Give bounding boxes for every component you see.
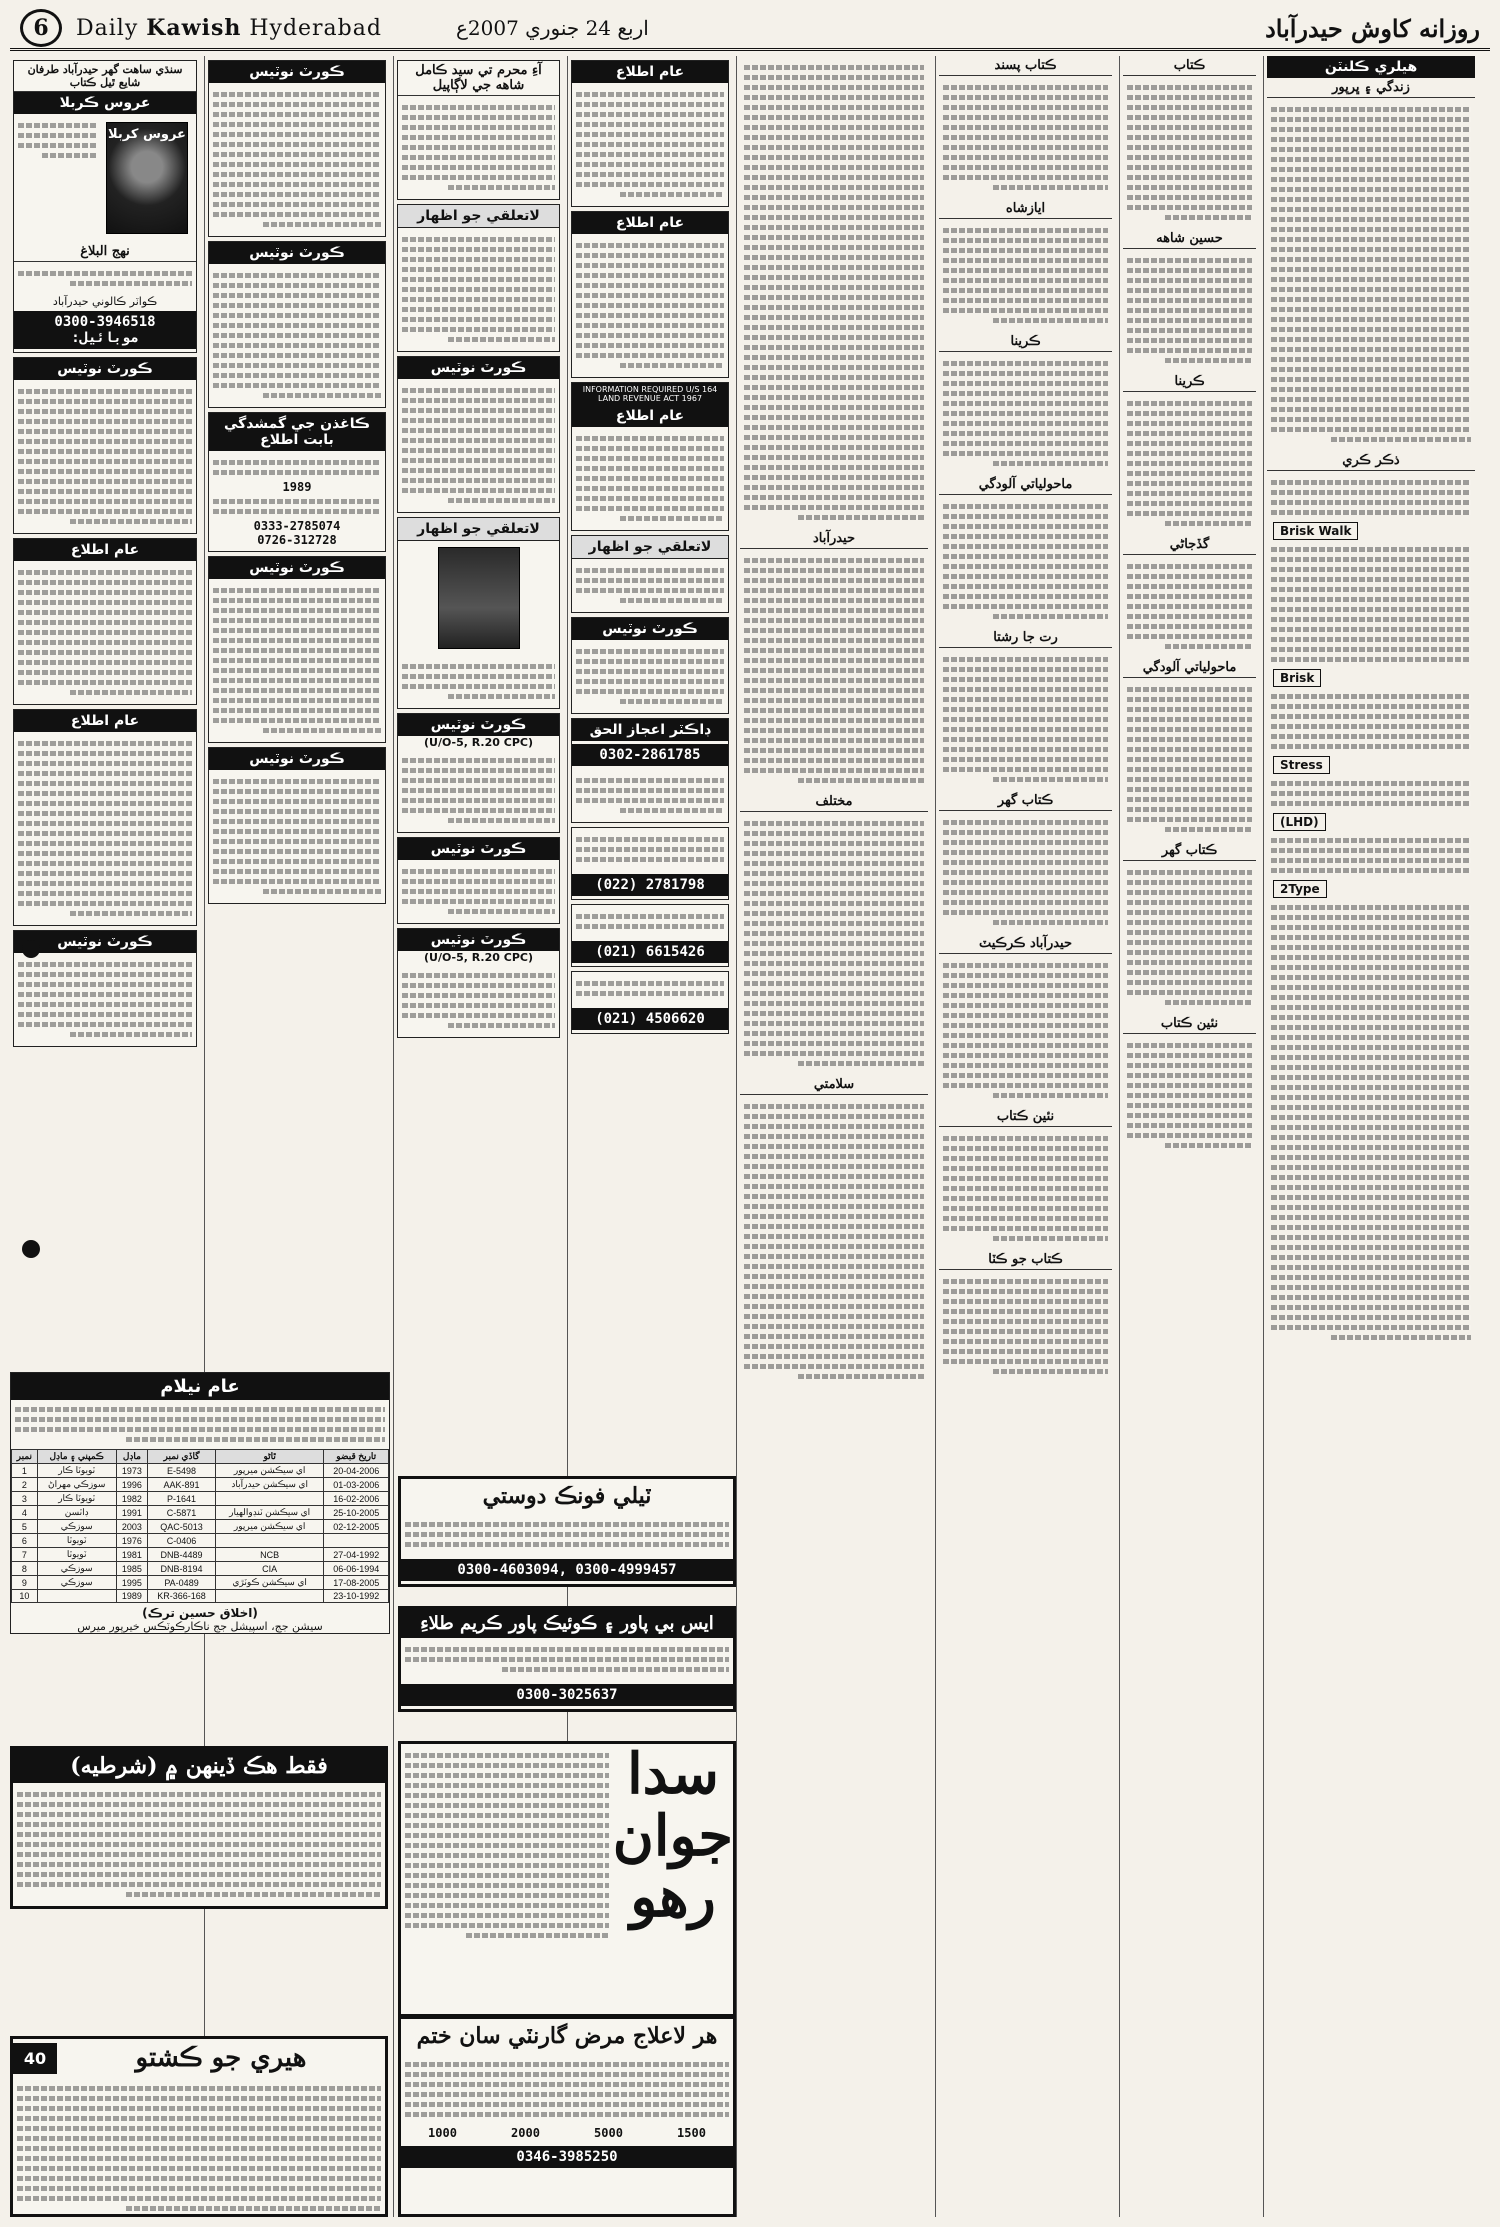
auction-cell: DNB-8194 (148, 1562, 216, 1576)
auction-cell: اي سيڪشن ميرپور (215, 1464, 324, 1478)
clinic-phone-1: (022) 2781798 (572, 874, 728, 896)
auction-row (12, 1464, 389, 1478)
clinic-ad-1-body (572, 828, 728, 871)
public-notice-c4b-title: عام اطلاع (572, 212, 728, 234)
court-notice-c3c (397, 837, 560, 924)
auction-cell: 1982 (116, 1492, 148, 1506)
clinic-ad-3 (571, 971, 729, 1034)
auction-cell: اي سيڪشن ٽنڊوالهيار (215, 1506, 324, 1520)
col6-section-9: ڪتاب جو ڪٽا (939, 1250, 1112, 1270)
col6-article-5 (939, 648, 1112, 791)
disclaimer-c3a-body (398, 228, 559, 351)
book-ad-address: ڪواٽر ڪالوني حيدرآباد (52, 295, 158, 308)
lhd-term: (LHD) (1273, 813, 1326, 831)
auction-cell: سوزڪي (37, 1576, 116, 1590)
kushta-ad-body (13, 2077, 385, 2220)
lost-documents-body (209, 451, 385, 551)
notice-c3a (397, 60, 560, 200)
public-notice-c1b-title: عام اطلاع (14, 710, 196, 732)
col6-article-4 (939, 495, 1112, 628)
issue-date: اربع 24 جنوري 2007ع (455, 16, 649, 40)
col8-section-3: زندگي ۽ ڀرپور (1267, 78, 1475, 98)
auction-row (12, 1548, 389, 1562)
type2-term: 2Type (1273, 880, 1327, 898)
col5-article-2 (740, 549, 928, 792)
paper-name-prefix: Daily (76, 16, 139, 41)
auction-cell: 23-10-1992 (324, 1590, 389, 1603)
public-notice-c1a (13, 538, 197, 705)
stress-term: Stress (1273, 756, 1330, 774)
guarantee-price-4: 1500 (677, 2126, 706, 2140)
auction-cell: C-0406 (148, 1534, 216, 1548)
col7-article-5 (1123, 678, 1256, 841)
auction-row (12, 1506, 389, 1520)
col7-section-5: ماحولياتي آلودگي (1123, 658, 1256, 678)
col5-article-1 (740, 56, 928, 529)
book-ad-body (14, 114, 196, 242)
col7-section-3: ڪرينا (1123, 372, 1256, 392)
auction-cell: اي سيڪشن ميرپور (215, 1520, 324, 1534)
col6-section-7: حيدرآباد ڪرڪيٽ (939, 934, 1112, 954)
auction-cell: 1976 (116, 1534, 148, 1548)
paper-name-urdu: روزانه كاوش حيدرآباد (1265, 13, 1480, 43)
auction-cell: 17-08-2005 (324, 1576, 389, 1590)
book-ad (13, 60, 197, 353)
auction-header-cell: ٿاڻو (215, 1450, 324, 1464)
phone-friendship-ad (398, 1476, 736, 1587)
book-ad-mobile: 0300-3946518 :موبائيل (14, 311, 196, 349)
auction-cell: 1996 (116, 1478, 148, 1492)
col6-article-3 (939, 352, 1112, 475)
auction-row (12, 1576, 389, 1590)
auction-table-head (12, 1450, 389, 1464)
col6-article-6 (939, 811, 1112, 934)
public-notice-c1a-title: عام اطلاع (14, 539, 196, 561)
auction-header-cell: ڪمپني ۽ ماڊل (37, 1450, 116, 1464)
col6-section-2: ايازشاه (939, 199, 1112, 219)
kushta-ad-title: هيري جو ڪشتو (135, 2043, 307, 2073)
clinic-phone-3: (021) 4506620 (572, 1008, 728, 1030)
auction-cell: ٽويوٽا ڪار (37, 1492, 116, 1506)
bullet-dot (22, 1240, 40, 1258)
auction-row (12, 1534, 389, 1548)
court-notice-c3a-title: ڪورٽ نوٽيس (398, 357, 559, 379)
bullet-dot (22, 940, 40, 958)
land-revenue-body (572, 427, 728, 530)
auction-cell: 1 (12, 1464, 38, 1478)
auction-cell: KR-366-168 (148, 1590, 216, 1603)
phone-friendship-phone: 0300-4603094, 0300-4999457 (401, 1559, 733, 1581)
col7-section-6: ڪتاب گهر (1123, 841, 1256, 861)
col5-article-3 (740, 812, 928, 1075)
young-ad (398, 1741, 736, 2017)
col8-article-2 (1267, 471, 1475, 1349)
young-ad-body (401, 1744, 613, 1947)
phone-friendship-title: ٽيلي فونڪ دوستي (482, 1483, 652, 1509)
brisk-walk-term: Brisk Walk (1273, 522, 1358, 540)
auction-cell: 2 (12, 1478, 38, 1492)
kushta-ad (10, 2036, 388, 2217)
col7-article-6 (1123, 861, 1256, 1014)
doctor-ad (571, 718, 729, 823)
disclaimer-c3a (397, 204, 560, 352)
auction-cell: E-5498 (148, 1464, 216, 1478)
public-notice-c4a-body (572, 83, 728, 206)
person-photo (438, 547, 520, 649)
court-notice-c4-title: ڪورٽ نوٽيس (572, 618, 728, 640)
book-title: عروس ڪربلا (14, 92, 196, 114)
sharbati-ad-title: فقط هڪ ڏينهن ۾ (شرطيه) (13, 1749, 385, 1783)
column-6 (935, 56, 1115, 2217)
auction-cell: NCB (215, 1548, 324, 1562)
court-notice-c1a-body (14, 380, 196, 533)
court-notice-c3b-body (398, 749, 559, 832)
auction-header-cell: نمبر (12, 1450, 38, 1464)
col7-article-2 (1123, 249, 1256, 372)
public-notice-c4a (571, 60, 729, 207)
clinic-ad-2-body (572, 905, 728, 938)
auction-cell: QAC-5013 (148, 1520, 216, 1534)
page-number: 6 (20, 9, 62, 47)
column-8 (1263, 56, 1478, 2217)
public-notice-c4b-body (572, 234, 728, 377)
auction-cell: ڊاٽسن (37, 1506, 116, 1520)
court-notice-c2d (208, 747, 386, 904)
auction-signature-role: سيشن جج، اسپيشل جج ناڪارڪوٽڪس خيرپور ميرس (77, 1620, 323, 1633)
auction-cell: 5 (12, 1520, 38, 1534)
col7-article-7 (1123, 1034, 1256, 1157)
court-notice-c3d-ref: (U/O-5, R.20 CPC) (424, 951, 533, 964)
auction-header-cell: گاڏي نمبر (148, 1450, 216, 1464)
col7-article-3 (1123, 392, 1256, 535)
auction-cell (215, 1492, 324, 1506)
auction-cell: 2003 (116, 1520, 148, 1534)
auction-cell: C-5871 (148, 1506, 216, 1520)
court-notice-c2b-body (209, 264, 385, 407)
col6-section-8: نئين ڪتاب (939, 1107, 1112, 1127)
auction-cell: 6 (12, 1534, 38, 1548)
court-notice-c2a-body (209, 83, 385, 236)
doctor-name: ڊاڪٽر اعجاز الحق (572, 719, 728, 741)
court-notice-c1b-title: ڪورٽ نوٽيس (14, 931, 196, 953)
book-ad-lines (14, 262, 196, 295)
auction-cell: سوزڪي (37, 1520, 116, 1534)
auction-cell: 1991 (116, 1506, 148, 1520)
col7-article-4 (1123, 555, 1256, 658)
court-notice-c3a (397, 356, 560, 513)
auction-cell: 27-04-1992 (324, 1548, 389, 1562)
lost-documents-title: ڪاغذن جي گمشدگي بابت اطلاع (209, 413, 385, 451)
clinic-ad-2 (571, 904, 729, 967)
auction-signature: (اخلاق حسين ترڪ) (142, 1606, 258, 1620)
auction-row (12, 1520, 389, 1534)
court-notice-c3c-body (398, 860, 559, 923)
col8-article-1 (1267, 98, 1475, 451)
power-cream-body (401, 1638, 733, 1681)
column-5 (736, 56, 931, 2217)
auction-cell (215, 1590, 324, 1603)
book-2-title: نهج البلاغ (14, 242, 196, 262)
kushta-ad-price: 40 (13, 2043, 57, 2074)
kushta-ad-row (13, 2039, 385, 2077)
auction-row (12, 1562, 389, 1576)
col6-section-4: ماحولياتي آلودگي (939, 475, 1112, 495)
land-revenue-notice (571, 382, 729, 531)
book-cover-title: عروس كربلا (108, 127, 186, 142)
column-7 (1119, 56, 1259, 2217)
auction-row (12, 1492, 389, 1506)
col6-article-9 (939, 1270, 1112, 1383)
court-notice-c3b (397, 713, 560, 833)
col5-section-3: سلامتي (740, 1075, 928, 1095)
auction-notice (10, 1372, 390, 1634)
public-notice-c1b-body (14, 732, 196, 925)
court-notice-c3d (397, 928, 560, 1038)
power-cream-ad (398, 1606, 736, 1712)
auction-table (11, 1449, 389, 1603)
auction-cell: 3 (12, 1492, 38, 1506)
public-notice-c4b (571, 211, 729, 378)
disclaimer-c4-body (572, 559, 728, 612)
col5-article-4 (740, 1095, 928, 1388)
auction-cell: 10 (12, 1590, 38, 1603)
auction-cell: 20-04-2006 (324, 1464, 389, 1478)
doctor-phone: 0302-2861785 (572, 744, 728, 766)
court-notice-c1b-body (14, 953, 196, 1046)
auction-cell: 1985 (116, 1562, 148, 1576)
court-notice-c1b (13, 930, 197, 1047)
court-notice-c2a (208, 60, 386, 237)
public-notice-c4c-title: عام اطلاع (572, 405, 728, 427)
court-notice-c2c (208, 556, 386, 743)
col7-section-1: ڪتاب (1123, 56, 1256, 76)
lost-documents-phone-b: 0726-312728 (257, 533, 337, 547)
notice-c3a-title: آءِ محرم تي سيد ڪامل شاهه جي لاڳاپيل (398, 61, 559, 96)
auction-table-body (12, 1464, 389, 1603)
auction-cell: اي سيڪشن حيدرآباد (215, 1478, 324, 1492)
clinic-ad-1 (571, 827, 729, 900)
auction-cell: 1981 (116, 1548, 148, 1562)
paper-name-english (76, 15, 382, 41)
col6-article-8 (939, 1127, 1112, 1250)
auction-cell: سوزڪي (37, 1562, 116, 1576)
lost-documents-year: 1989 (282, 480, 312, 494)
col8-section-2: ذڪر ڪري (1267, 451, 1475, 471)
auction-cell: 02-12-2005 (324, 1520, 389, 1534)
sharbati-ad-body (13, 1783, 385, 1906)
disclaimer-c3b (397, 517, 560, 709)
court-notice-c2d-body (209, 770, 385, 903)
auction-cell: سوزڪي مهراڻ (37, 1478, 116, 1492)
court-notice-c3d-title: ڪورٽ نوٽيس (398, 929, 559, 951)
notice-c3a-body (398, 96, 559, 199)
auction-cell (215, 1534, 324, 1548)
auction-header-cell: ماڊل (116, 1450, 148, 1464)
col6-section-6: ڪتاب گهر (939, 791, 1112, 811)
court-notice-c3a-body (398, 379, 559, 512)
col7-section-4: گڏجاڻي (1123, 535, 1256, 555)
auction-cell: 7 (12, 1548, 38, 1562)
phone-friendship-body (401, 1513, 733, 1556)
col5-section-1: حيدرآباد (740, 529, 928, 549)
auction-cell: PA-0489 (148, 1576, 216, 1590)
disclaimer-c3b-body (398, 655, 559, 708)
brisk-term: Brisk (1273, 669, 1321, 687)
col7-section-7: نئين ڪتاب (1123, 1014, 1256, 1034)
power-cream-title: ايس بي پاور ۽ ڪوئيڪ پاور ڪريم طلاءِ (401, 1609, 733, 1638)
court-notice-c3d-body (398, 964, 559, 1037)
court-notice-c3c-title: ڪورٽ نوٽيس (398, 838, 559, 860)
court-notice-c3b-ref: (U/O-5, R.20 CPC) (424, 736, 533, 749)
col6-article-2 (939, 219, 1112, 332)
public-notice-c1b (13, 709, 197, 926)
auction-cell: ٽويوٽا ڪار (37, 1464, 116, 1478)
court-notice-c2b (208, 241, 386, 408)
auction-cell (37, 1590, 116, 1603)
paper-city: Hyderabad (249, 16, 382, 41)
auction-cell: ٽويوٽا (37, 1548, 116, 1562)
court-notice-c3b-title: ڪورٽ نوٽيس (398, 714, 559, 736)
book-ad-header: سنڌي ساهت گهر حيدرآباد طرفان شايع ٿيل ڪتاب (14, 61, 196, 92)
auction-cell: 4 (12, 1506, 38, 1520)
auction-cell: ٽويوٽا (37, 1534, 116, 1548)
col5-section-2: مختلف (740, 792, 928, 812)
auction-cell: CIA (215, 1562, 324, 1576)
public-notice-c1a-body (14, 561, 196, 704)
book-ad-text (18, 118, 98, 238)
power-cream-phone: 0300-3025637 (401, 1684, 733, 1706)
auction-cell: DNB-4489 (148, 1548, 216, 1562)
auction-cell: اي سيڪشن ڪوٽڙي (215, 1576, 324, 1590)
col8-section-1: هيلري ڪلنٽن (1267, 56, 1475, 78)
disclaimer-c4 (571, 535, 729, 613)
guarantee-title: هر لاعلاج مرض گارنٽي سان ختم (416, 2023, 718, 2049)
auction-cell (324, 1534, 389, 1548)
masthead-left (20, 9, 649, 47)
col6-section-5: رت جا رشتا (939, 628, 1112, 648)
lost-documents-notice (208, 412, 386, 552)
paper-name-bold: Kawish (146, 15, 242, 41)
disclaimer-c3b-title: لاتعلقي جو اظهار (398, 518, 559, 541)
guarantee-body (401, 2053, 733, 2126)
court-notice-c4-body (572, 640, 728, 713)
auction-header-row (12, 1450, 389, 1464)
auction-cell: P-1641 (148, 1492, 216, 1506)
court-notice-c1a (13, 357, 197, 534)
lost-documents-phone-a: 0333-2785074 (253, 519, 341, 533)
masthead (10, 8, 1490, 51)
col7-section-2: حسين شاهه (1123, 229, 1256, 249)
auction-header-cell: تاريخ قبضو (324, 1450, 389, 1464)
auction-cell: 8 (12, 1562, 38, 1576)
col6-article-7 (939, 954, 1112, 1107)
clinic-ad-3-body (572, 972, 728, 1005)
sharbati-ad (10, 1746, 388, 1909)
auction-intro (11, 1400, 389, 1449)
disclaimer-c3a-title: لاتعلقي جو اظهار (398, 205, 559, 228)
auction-cell: 9 (12, 1576, 38, 1590)
guarantee-price-2: 2000 (511, 2126, 540, 2140)
court-notice-c2d-title: ڪورٽ نوٽيس (209, 748, 385, 770)
disclaimer-c4-title: لاتعلقي جو اظهار (572, 536, 728, 559)
book-cover-image (106, 122, 188, 234)
auction-cell: 1995 (116, 1576, 148, 1590)
land-revenue-title: INFORMATION REQUIRED U/S 164 LAND REVENUE ACT 1967 (572, 383, 728, 405)
col6-section-3: ڪرينا (939, 332, 1112, 352)
court-notice-c2b-title: ڪورٽ نوٽيس (209, 242, 385, 264)
col6-article-1 (939, 76, 1112, 199)
doctor-ad-body (572, 769, 728, 822)
col7-article-1 (1123, 76, 1256, 229)
auction-title: عام نيلام (11, 1373, 389, 1400)
court-notice-c2a-title: ڪورٽ نوٽيس (209, 61, 385, 83)
auction-cell: 06-06-1994 (324, 1562, 389, 1576)
clinic-phone-2: (021) 6615426 (572, 941, 728, 963)
young-ad-big-text: سدا جوان رهو (612, 1741, 733, 1931)
auction-cell: AAK-891 (148, 1478, 216, 1492)
court-notice-c4 (571, 617, 729, 714)
auction-cell: 1973 (116, 1464, 148, 1478)
auction-cell: 25-10-2005 (324, 1506, 389, 1520)
guarantee-price-3: 5000 (594, 2126, 623, 2140)
court-notice-c2c-title: ڪورٽ نوٽيس (209, 557, 385, 579)
guarantee-price-1: 1000 (428, 2126, 457, 2140)
guarantee-prices (401, 2126, 733, 2140)
public-notice-c4a-title: عام اطلاع (572, 61, 728, 83)
court-notice-c2c-body (209, 579, 385, 742)
guarantee-phone: 0346-3985250 (401, 2146, 733, 2168)
young-ad-row (401, 1741, 733, 1947)
auction-row (12, 1478, 389, 1492)
guarantee-ad (398, 2016, 736, 2217)
auction-cell: 1989 (116, 1590, 148, 1603)
court-notice-c1a-title: ڪورٽ نوٽيس (14, 358, 196, 380)
col6-section-1: ڪتاب پسند (939, 56, 1112, 76)
auction-cell: 01-03-2006 (324, 1478, 389, 1492)
auction-cell: 16-02-2006 (324, 1492, 389, 1506)
auction-row (12, 1590, 389, 1603)
